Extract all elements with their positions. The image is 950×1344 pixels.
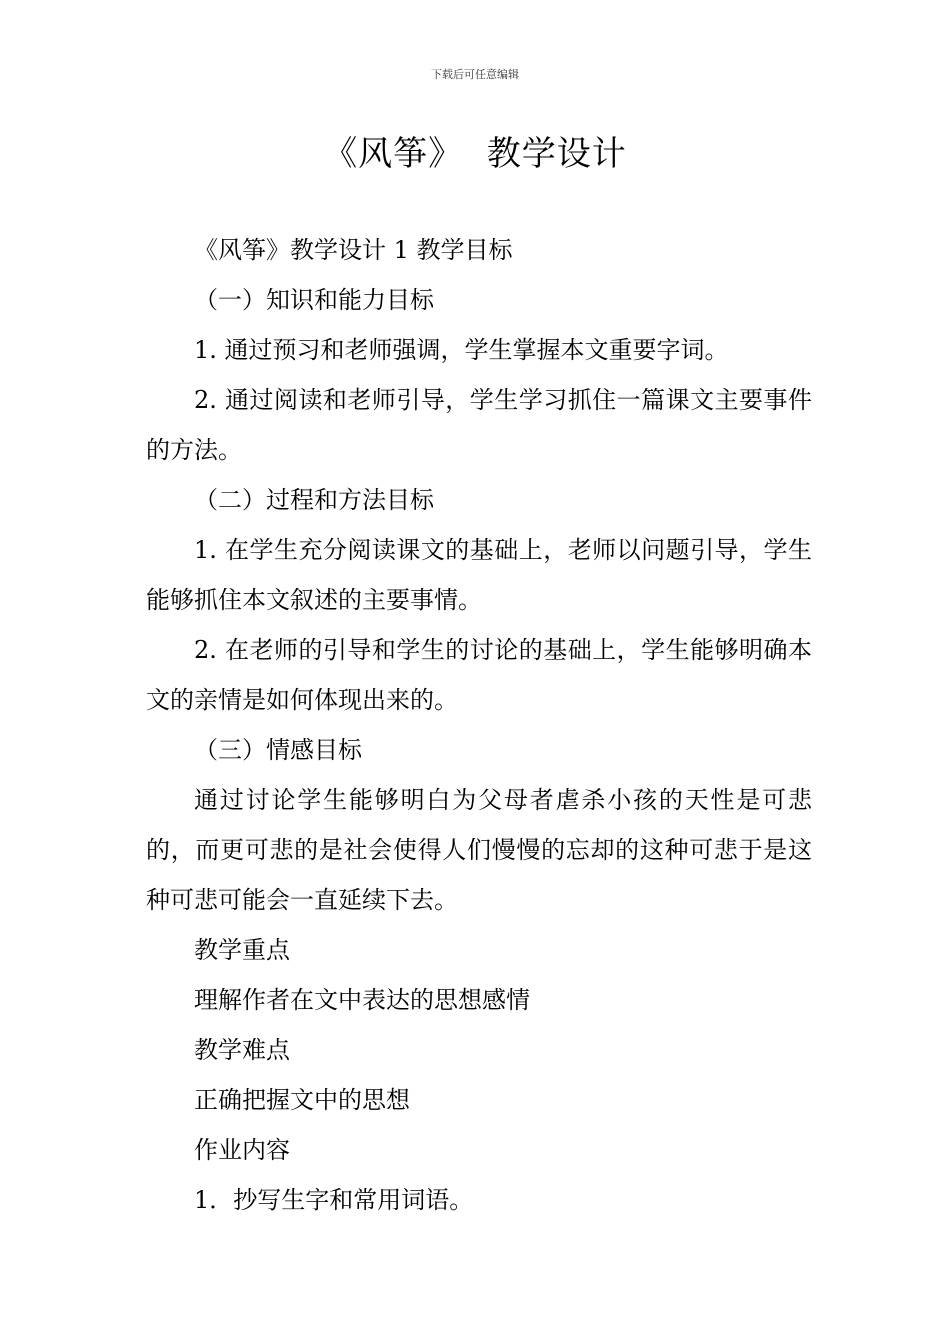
paragraph-key-points: 理解作者在文中表达的思想感情	[194, 986, 530, 1014]
paragraph-heading-difficulties: 教学难点	[194, 1036, 290, 1064]
document-title: 《风筝》 教学设计	[323, 134, 627, 174]
document-body	[146, 225, 812, 1225]
paragraph-heading-knowledge: （一）知识和能力目标	[194, 286, 434, 314]
paragraph-heading-process: （二）过程和方法目标	[194, 486, 434, 514]
paragraph-emotion: 通过讨论学生能够明白为父母者虐杀小孩的天性是可悲的，而更可悲的是社会使得人们慢慢的忘却的这种可悲于是这种可悲可能会一直延续下去。	[146, 786, 812, 914]
paragraph-design-intro: 《风筝》教学设计 1 教学目标	[194, 236, 513, 264]
paragraph-process-1: 1. 在学生充分阅读课文的基础上，老师以问题引导，学生能够抓住本文叙述的主要事情。	[146, 536, 812, 614]
page-header-note: 下载后可任意编辑	[431, 68, 519, 81]
paragraph-difficulties: 正确把握文中的思想	[194, 1086, 410, 1114]
paragraph-knowledge-1: 1. 通过预习和老师强调，学生掌握本文重要字词。	[194, 336, 729, 364]
paragraph-knowledge-2: 2. 通过阅读和老师引导，学生学习抓住一篇课文主要事件的方法。	[146, 386, 812, 464]
paragraph-process-2: 2. 在老师的引导和学生的讨论的基础上，学生能够明确本文的亲情是如何体现出来的。	[146, 636, 812, 714]
paragraph-heading-emotion: （三）情感目标	[194, 736, 362, 764]
paragraph-heading-key-points: 教学重点	[194, 936, 290, 964]
paragraph-heading-homework: 作业内容	[194, 1136, 290, 1164]
paragraph-homework-1: 1．抄写生字和常用词语。	[194, 1186, 474, 1214]
